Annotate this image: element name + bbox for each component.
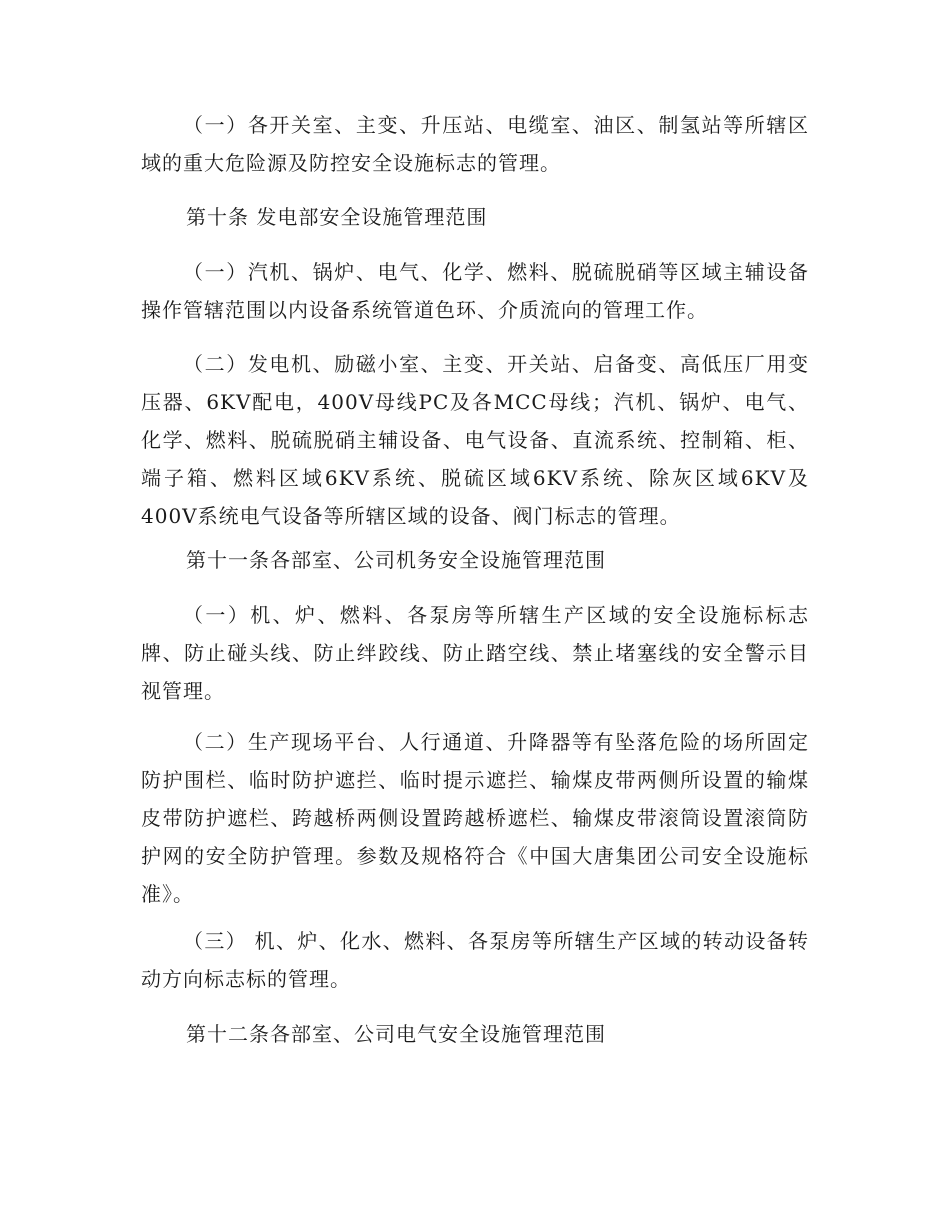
paragraph-rotation-direction-signs: （三） 机、炉、化水、燃料、各泵房等所辖生产区域的转动设备转动方向标志标的管理。	[141, 929, 809, 991]
article-10-heading: 第十条 发电部安全设施管理范围	[186, 205, 488, 229]
paragraph-equipment-valve-signs: （二）发电机、励磁小室、主变、开关站、启备变、高低压厂用变压器、6KV配电，400V母线PC及各MCC母线；汽机、锅炉、电气、化学、燃料、脱硫脱硝主辅设备、电气设备、直流系统、控制箱、柜、端子箱、燃料区域6KV系统、脱硫区域6KV系统、除灰区域6KV及400V系统电气设备等所辖区域的设备、阀门标志的管理。	[141, 352, 809, 528]
paragraph-switchroom-hazard-signs: （一）各开关室、主变、升压站、电缆室、油区、制氢站等所辖区域的重大危险源及防控安全设施标志的管理。	[141, 113, 809, 175]
paragraph-protective-railings: （二）生产现场平台、人行通道、升降器等有坠落危险的场所固定防护围栏、临时防护遮拦、临时提示遮拦、输煤皮带两侧所设置的输煤皮带防护遮栏、跨越桥两侧设置跨越桥遮栏、输煤皮带滚筒设置滚筒防护网的安全防护管理。参数及规格符合《中国大唐集团公司安全设施标准》。	[141, 730, 809, 906]
article-11-heading: 第十一条各部室、公司机务安全设施管理范围	[186, 548, 606, 572]
article-12-heading: 第十二条各部室、公司电气安全设施管理范围	[186, 1022, 606, 1046]
paragraph-visual-warning-lines: （一）机、炉、燃料、各泵房等所辖生产区域的安全设施标标志牌、防止碰头线、防止绊跤线、防止踏空线、禁止堵塞线的安全警示目视管理。	[141, 603, 809, 703]
paragraph-pipe-color-rings: （一）汽机、锅炉、电气、化学、燃料、脱硫脱硝等区域主辅设备操作管辖范围以内设备系统管道色环、介质流向的管理工作。	[141, 260, 809, 322]
